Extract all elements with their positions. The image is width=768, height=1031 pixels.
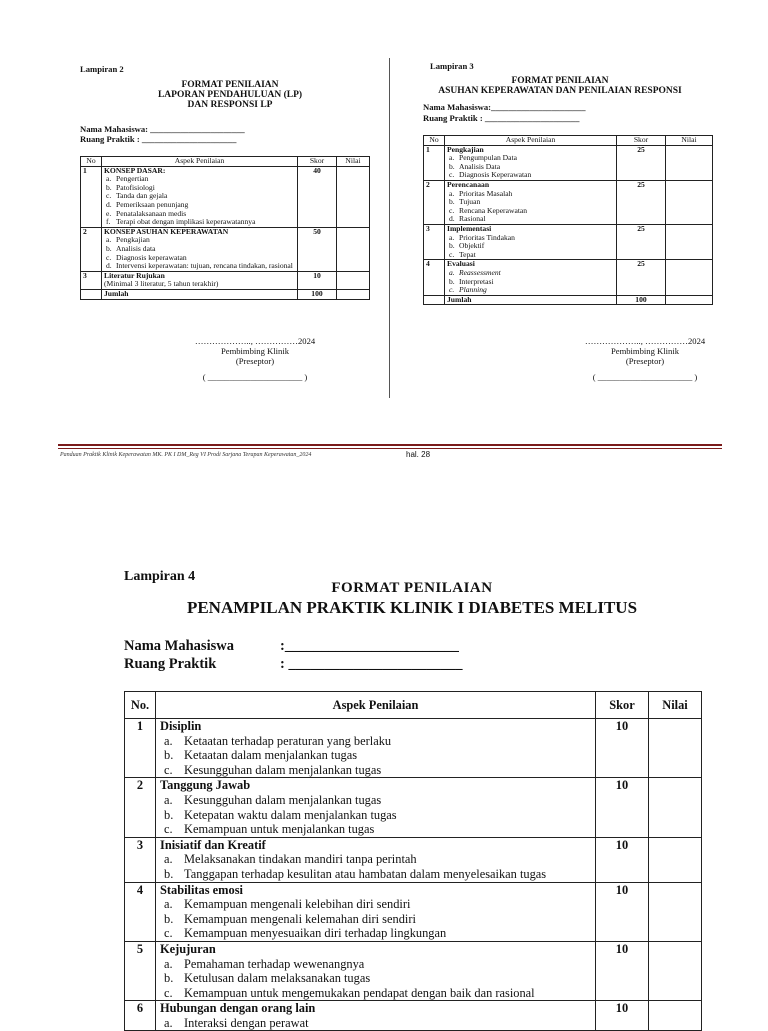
- list-item: d. Rasional: [449, 214, 486, 224]
- nama-mahasiswa-field: :________________________: [280, 638, 459, 654]
- list-item: f. Terapi obat dengan implikasi keperawatannya: [106, 217, 256, 227]
- table-row: 4 Stabilitas emosi a. Kemampuan mengenali kelebihan diri sendiri b. Kemampuan mengenali kelemahan diri sendiri c. Kemampuan menyesuaikan diri terhadap lingkungan 10: [125, 882, 702, 941]
- footer-text: Panduan Praktik Klinik Keperawatan MK. PK I DM_Reg VI Prodi Sarjana Terapan Keperawatan_2024: [60, 452, 312, 458]
- list-item: a. Prioritas Masalah: [449, 188, 513, 198]
- list-item: c. Kesungguhan dalam menjalankan tugas: [164, 762, 382, 777]
- signature-block: ……………….., ……………2024 Pembimbing Klinik (Preseptor) ( ______________________ ): [584, 336, 706, 382]
- list-item: c. Diagnosis keperawatan: [106, 252, 187, 262]
- list-item: b. Patofisiologi: [106, 182, 155, 192]
- list-item: b. Ketepatan waktu dalam menjalankan tugas: [164, 807, 397, 822]
- table-row: 2 Perencanaan a. Prioritas Masalah b. Tujuan c. Rencana Keperawatan d. Rasional 25: [424, 180, 713, 224]
- column-divider: [389, 58, 390, 398]
- col-nilai: Nilai: [666, 136, 713, 146]
- list-item: b. Objektif: [449, 241, 485, 251]
- footer-rule: [58, 444, 722, 446]
- lampiran-2-table: [80, 156, 370, 300]
- ruang-praktik-field: : ________________________: [280, 656, 463, 672]
- table-row: 4 Evaluasi a. Reassessment b. Interpretasi c. Planning 25: [424, 260, 713, 295]
- list-item: a. Ketaatan terhadap peraturan yang berlaku: [164, 733, 392, 748]
- list-item: c. Planning: [449, 285, 487, 295]
- list-item: a. Melaksanakan tindakan mandiri tanpa perintah: [164, 852, 417, 867]
- col-aspek: Aspek Penilaian: [156, 692, 596, 719]
- list-item: c. Rencana Keperawatan: [449, 205, 528, 215]
- page-title: FORMAT PENILAIAN: [331, 580, 493, 596]
- col-no: No.: [125, 692, 156, 719]
- list-item: a. Pemahaman terhadap wewenangnya: [164, 956, 365, 971]
- list-item: b. Ketulusan dalam melaksanakan tugas: [164, 971, 371, 986]
- table-row: 1 Pengkajian a. Pengumpulan Data b. Analisis Data c. Diagnosis Keperawatan 25: [424, 145, 713, 180]
- list-item: b. Ketaatan dalam menjalankan tugas: [164, 748, 358, 763]
- list-item: c. Diagnosis Keperawatan: [449, 170, 532, 180]
- list-item: b. Kemampuan mengenali kelemahan diri sendiri: [164, 911, 416, 926]
- table-row: 6 Hubungan dengan orang lain a. Interaksi dengan perawat 10: [125, 1001, 702, 1031]
- list-item: b. Tujuan: [449, 197, 481, 207]
- table-row: 1 Disiplin a. Ketaatan terhadap peraturan yang berlaku b. Ketaatan dalam menjalankan tugas c. Kesungguhan dalam menjalankan tugas 10: [125, 719, 702, 778]
- list-item: d. Pemeriksaan penunjang: [106, 199, 189, 209]
- col-skor: Skor: [298, 157, 337, 167]
- col-no: No: [81, 157, 102, 167]
- list-item: c. Kemampuan menyesuaikan diri terhadap lingkungan: [164, 926, 447, 941]
- nama-mahasiswa-field: Nama Mahasiswa:______________________: [423, 102, 586, 112]
- page-number: hal. 28: [406, 450, 431, 459]
- footer-rule-thin: [58, 448, 722, 449]
- table-row: 3 Inisiatif dan Kreatif a. Melaksanakan tindakan mandiri tanpa perintah b. Tanggapan terhadap kesulitan atau hambatan dalam menyelesaikan tugas 10: [125, 837, 702, 882]
- list-item: b. Interpretasi: [449, 276, 494, 286]
- lampiran-2-title: FORMAT PENILAIAN LAPORAN PENDAHULUAN (LP) DAN RESPONSI LP: [157, 80, 303, 110]
- col-aspek: Aspek Penilaian: [102, 157, 298, 167]
- page-subtitle: PENAMPILAN PRAKTIK KLINIK I DIABETES MELITUS: [186, 598, 638, 617]
- table-row: 2 Tanggung Jawab a. Kesungguhan dalam menjalankan tugas b. Ketepatan waktu dalam menjalankan tugas c. Kemampuan untuk menjalankan tugas 10: [125, 778, 702, 837]
- table-total-row: Jumlah 100: [424, 295, 713, 305]
- col-nilai: Nilai: [649, 692, 702, 719]
- list-item: c. Kemampuan untuk menjalankan tugas: [164, 822, 375, 837]
- lampiran-3-label: Lampiran 3: [430, 61, 474, 71]
- list-item: e. Penatalaksanaan medis: [106, 208, 187, 218]
- list-item: c. Kemampuan untuk mengemukakan pendapat dengan baik dan rasional: [164, 985, 535, 1000]
- nama-mahasiswa-label: Nama Mahasiswa: [124, 638, 234, 654]
- list-item: a. Prioritas Tindakan: [449, 232, 515, 242]
- list-item: c. Tanda dan gejala: [106, 191, 168, 201]
- ruang-praktik-label: Ruang Praktik: [124, 656, 217, 672]
- table-row: 3 Implementasi a. Prioritas Tindakan b. Objektif c. Tepat 25: [424, 224, 713, 259]
- list-item: a. Pengkajian: [106, 235, 150, 245]
- list-item: a. Pengumpulan Data: [449, 153, 517, 163]
- lampiran-3-table: [423, 135, 713, 305]
- lampiran-4-table: [124, 691, 702, 1031]
- col-skor: Skor: [596, 692, 649, 719]
- ruang-praktik-field: Ruang Praktik : ______________________: [423, 113, 580, 123]
- col-skor: Skor: [617, 136, 666, 146]
- list-item: c. Tepat: [449, 249, 476, 259]
- list-item: d. Intervensi keperawatan: tujuan, rencana tindakan, rasional: [106, 261, 293, 271]
- list-item: a. Kemampuan mengenali kelebihan diri sendiri: [164, 897, 411, 912]
- lampiran-4-label: Lampiran 4: [124, 569, 196, 584]
- table-total-row: Jumlah 100: [81, 289, 370, 299]
- ruang-praktik-field: Ruang Praktik : ______________________: [80, 134, 237, 144]
- list-item: a. Kesungguhan dalam menjalankan tugas: [164, 792, 382, 807]
- list-item: b. Tanggapan terhadap kesulitan atau hambatan dalam menyelesaikan tugas: [164, 866, 547, 881]
- signature-block: ……………….., ……………2024 Pembimbing Klinik (Preseptor) ( ______________________ ): [194, 336, 316, 382]
- lampiran-3-title: FORMAT PENILAIAN ASUHAN KEPERAWATAN DAN PENILAIAN RESPONSI: [438, 76, 682, 96]
- table-row: 5 Kejujuran a. Pemahaman terhadap wewenangnya b. Ketulusan dalam melaksanakan tugas c. Kemampuan untuk mengemukakan pendapat dengan baik dan rasional 10: [125, 941, 702, 1000]
- table-row: 1 KONSEP DASAR: a. Pengertian b. Patofisiologi c. Tanda dan gejala d. Pemeriksaan penunjang e. Penatalaksanaan medis f. Terapi obat dengan implikasi keperawatannya 40: [81, 166, 370, 227]
- lampiran-2-label: Lampiran 2: [80, 64, 124, 74]
- col-nilai: Nilai: [337, 157, 370, 167]
- col-no: No: [424, 136, 445, 146]
- nama-mahasiswa-field: Nama Mahasiswa: ______________________: [80, 124, 245, 134]
- list-item: b. Analisis data: [106, 243, 156, 253]
- list-item: b. Analisis Data: [449, 161, 501, 171]
- col-aspek: Aspek Penilaian: [445, 136, 617, 146]
- list-item: a. Interaksi dengan perawat: [164, 1015, 309, 1030]
- list-item: a. Pengertian: [106, 174, 149, 184]
- table-row: 3 Literatur Rujukan (Minimal 3 literatur, 5 tahun terakhir) 10: [81, 271, 370, 289]
- list-item: a. Reassessment: [449, 267, 501, 277]
- table-row: 2 KONSEP ASUHAN KEPERAWATAN a. Pengkajian b. Analisis data c. Diagnosis keperawatan d. Intervensi keperawatan: tujuan, rencana tindakan, rasional 50: [81, 227, 370, 271]
